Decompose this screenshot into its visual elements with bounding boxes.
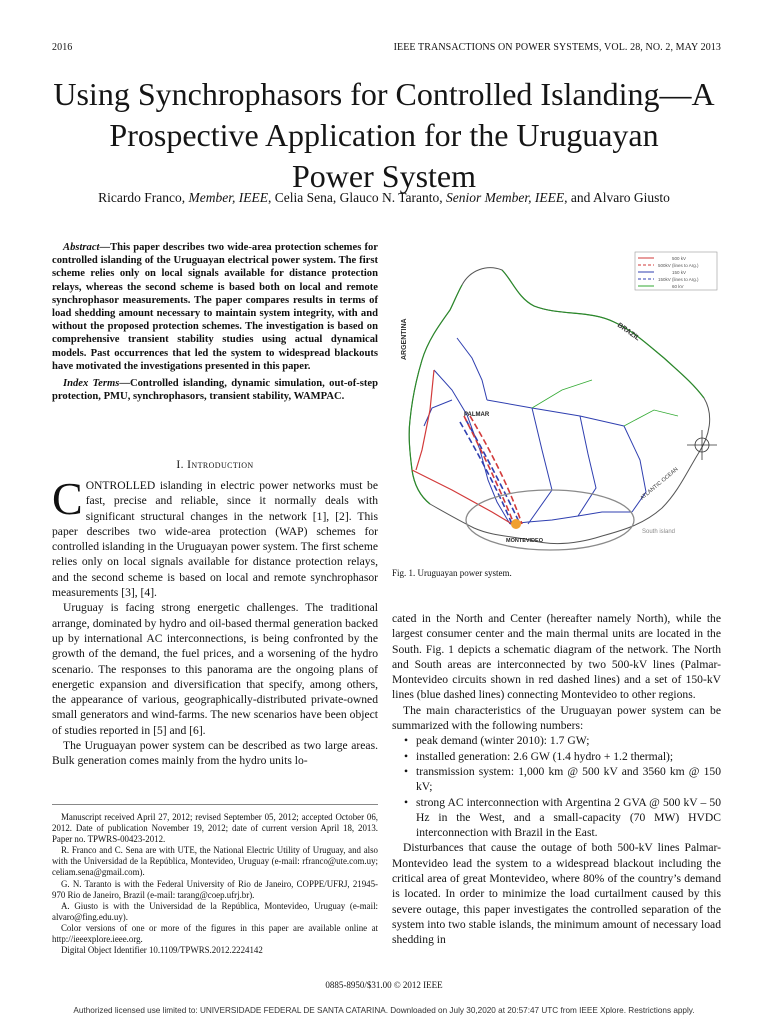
footnote: Color versions of one or more of the figures in this paper are available online at http://ieeexplore.ieee.org. bbox=[52, 922, 378, 945]
lines-150kv-dashed bbox=[460, 420, 520, 524]
license-notice: Authorized licensed use limited to: UNIVERSIDADE FEDERAL DE SANTA CATARINA. Downloaded on July 30,2020 at 20:57:47 UTC from IEEE Xplore. Restrictions apply. bbox=[73, 1006, 695, 1015]
author-4: , and Alvaro Giusto bbox=[564, 190, 670, 205]
footnote: A. Giusto is with the Universidad de la República, Montevideo, Uruguay (e-mail: alvaro@fing.edu.uy). bbox=[52, 900, 378, 922]
label-montevideo: MONTEVIDEO bbox=[506, 538, 543, 544]
index-terms-label: Index Terms bbox=[63, 378, 120, 390]
lines-60kv bbox=[532, 380, 678, 426]
body-paragraph: cated in the North and Center (hereafter namely North), while the largest consumer center and the main thermal units are located in the South. Fig. 1 depicts a schematic diagram of the network. The North and South areas are interconnected by two 500-kV lines (Palmar-Montevideo circuits shown in red dashed lines) and a set of 150-kV lines (blue dashed lines) connecting Montevideo to other regions. bbox=[392, 612, 721, 702]
paper-title bbox=[40, 74, 728, 197]
list-item: • transmission system: 1,000 km @ 500 kV and 3560 km @ 150 kV; bbox=[404, 764, 721, 794]
lines-150kv bbox=[424, 338, 646, 524]
author-list bbox=[40, 190, 728, 206]
footnote-rule bbox=[52, 804, 378, 805]
argentina-border bbox=[409, 285, 462, 504]
intro-paragraph: Uruguay is facing strong energetic challenges. The traditional arrange, dominated by hydro and oil-based thermal generation backed up by international AC interconnections, is being confronted by the growth of the demand, the fuel prices, and a worsening of the hydro scenario. The responses to this panorama are the ongoing plans of energetic expansion and diversification that specify, among others, the appearance of various, geographically-distributed private-owned small generators and wind-farms. The new scenarios have been object of studies reported in [5] and [6]. bbox=[52, 601, 378, 737]
author-1: Ricardo Franco, bbox=[98, 190, 186, 205]
abstract-label: Abstract bbox=[63, 242, 100, 253]
page-number: 2016 bbox=[52, 42, 73, 53]
label-argentina: ARGENTINA bbox=[401, 318, 408, 360]
author-1-role: Member, IEEE bbox=[188, 190, 268, 205]
index-terms-text: —Controlled islanding, dynamic simulation, out-of-step protection, PMU, synchrophasors, transient stability, WAMPAC. bbox=[52, 378, 378, 403]
list-item: • peak demand (winter 2010): 1.7 GW; bbox=[404, 734, 590, 748]
title-line: Prospective Application for the Uruguayan bbox=[109, 117, 659, 153]
compass-icon bbox=[687, 430, 717, 460]
introduction-body bbox=[52, 473, 378, 769]
uruguay-outline bbox=[409, 268, 709, 544]
label-atlantic-ocean: ATLANTIC OCEAN bbox=[639, 466, 680, 502]
map-legend bbox=[635, 252, 717, 290]
author-3-role: Senior Member, IEEE bbox=[446, 190, 565, 205]
title-line: Power System bbox=[292, 158, 476, 194]
intro-paragraph: ONTROLLED islanding in electric power networks must be fast, precise and reliable, since it normally deals with significant structural changes in the network [1], [2]. This paper describes two wide-area protection (WAP) schemes for controlled islanding in the Uruguayan power system. The first scheme relies only on local signals available for distance protection relays, and the second scheme is based on local and remote synchrophasor measurements [3], [4]. bbox=[52, 479, 378, 600]
list-item: • installed generation: 2.6 GW (1.4 hydro + 1.2 thermal); bbox=[404, 749, 674, 763]
label-palmar: PALMAR bbox=[464, 412, 490, 418]
body-paragraph: Disturbances that cause the outage of both 500-kV lines Palmar-Montevideo lead the system to a widespread blackout including the critical area of great Montevideo, where 80% of the country’s demand is located. In order to minimize the load curtailment caused by this severe outage, this paper investigates the controlled separation of the system into two stable islands, the minimum amount of necessary load shedding in bbox=[392, 841, 721, 947]
legend-150kv: 150 kV bbox=[672, 270, 687, 275]
characteristics-list bbox=[392, 733, 721, 840]
author-2-3: , Celia Sena, Glauco N. Taranto, bbox=[267, 190, 443, 205]
uruguay-power-system-map bbox=[392, 240, 722, 558]
footnote: R. Franco and C. Sena are with UTE, the National Electric Utility of Uruguay, and also with the Universidad de la República, Montevideo, Uruguay (e-mail: rfranco@ute.com.uy; celiam.sena@gmail.com). bbox=[52, 845, 378, 878]
drop-cap: C bbox=[52, 473, 83, 524]
legend-60kv: 60 kV bbox=[672, 284, 684, 289]
abstract bbox=[52, 241, 378, 407]
footnote: Manuscript received April 27, 2012; revised September 05, 2012; accepted October 06, 2012. Date of publication November 19, 2012; date of current version April 18, 2013. Paper no. TPWRS-00423-2012. bbox=[52, 812, 378, 845]
legend-150kv-arg: 150kV (lines to Arg.) bbox=[658, 277, 699, 282]
label-south-island: South island bbox=[642, 529, 676, 535]
list-item: • strong AC interconnection with Argentina 2 GVA @ 500 kV – 50 Hz in the West, and a small-capacity (70 MW) HVDC interconnection with Brazil in the East. bbox=[404, 795, 721, 840]
montevideo-hub bbox=[511, 519, 521, 529]
abstract-text: —This paper describes two wide-area protection schemes for controlled islanding of the Uruguayan electrical power system. The first scheme relies only on local signals available for distance protection relays, whereas the second scheme is based both on local and remote synchrophasor measurements. The paper compares results in terms of load shedding amount necessary to maintain system integrity, with and without the proposed protection schemes. The investigation is based on comprehensive transient stability studies using actual dynamical models. Past occurrences that led the system to widespread blackouts have motivated the investigations presented in this paper. bbox=[52, 242, 378, 372]
copyright-line: 0885-8950/$31.00 © 2012 IEEE bbox=[325, 980, 443, 990]
intro-paragraph: The Uruguayan power system can be described as two large areas. Bulk generation comes mainly from the hydro units lo- bbox=[52, 739, 378, 768]
journal-header: IEEE TRANSACTIONS ON POWER SYSTEMS, VOL. 28, NO. 2, MAY 2013 bbox=[393, 42, 721, 53]
section-heading: I. Introduction bbox=[176, 459, 254, 471]
label-brazil: BRAZIL bbox=[615, 321, 641, 343]
legend-500kv-arg: 500kV (lines to Arg.) bbox=[658, 263, 699, 268]
footnote: G. N. Taranto is with the Federal University of Rio de Janeiro, COPPE/UFRJ, 21945-970 Rio de Janeiro, Brazil (e-mail: tarang@coep.ufrj.br). bbox=[52, 878, 378, 900]
figure-caption: Fig. 1. Uruguayan power system. bbox=[392, 568, 512, 578]
footnote: Digital Object Identifier 10.1109/TPWRS.2012.2224142 bbox=[61, 945, 263, 956]
legend-500kv: 500 kV bbox=[672, 256, 687, 261]
body-paragraph: The main characteristics of the Uruguayan power system can be summarized with the following numbers: bbox=[392, 703, 721, 733]
footnotes bbox=[52, 812, 378, 956]
title-line: Using Synchrophasors for Controlled Islanding—A bbox=[53, 76, 715, 112]
right-column-body bbox=[392, 611, 721, 948]
